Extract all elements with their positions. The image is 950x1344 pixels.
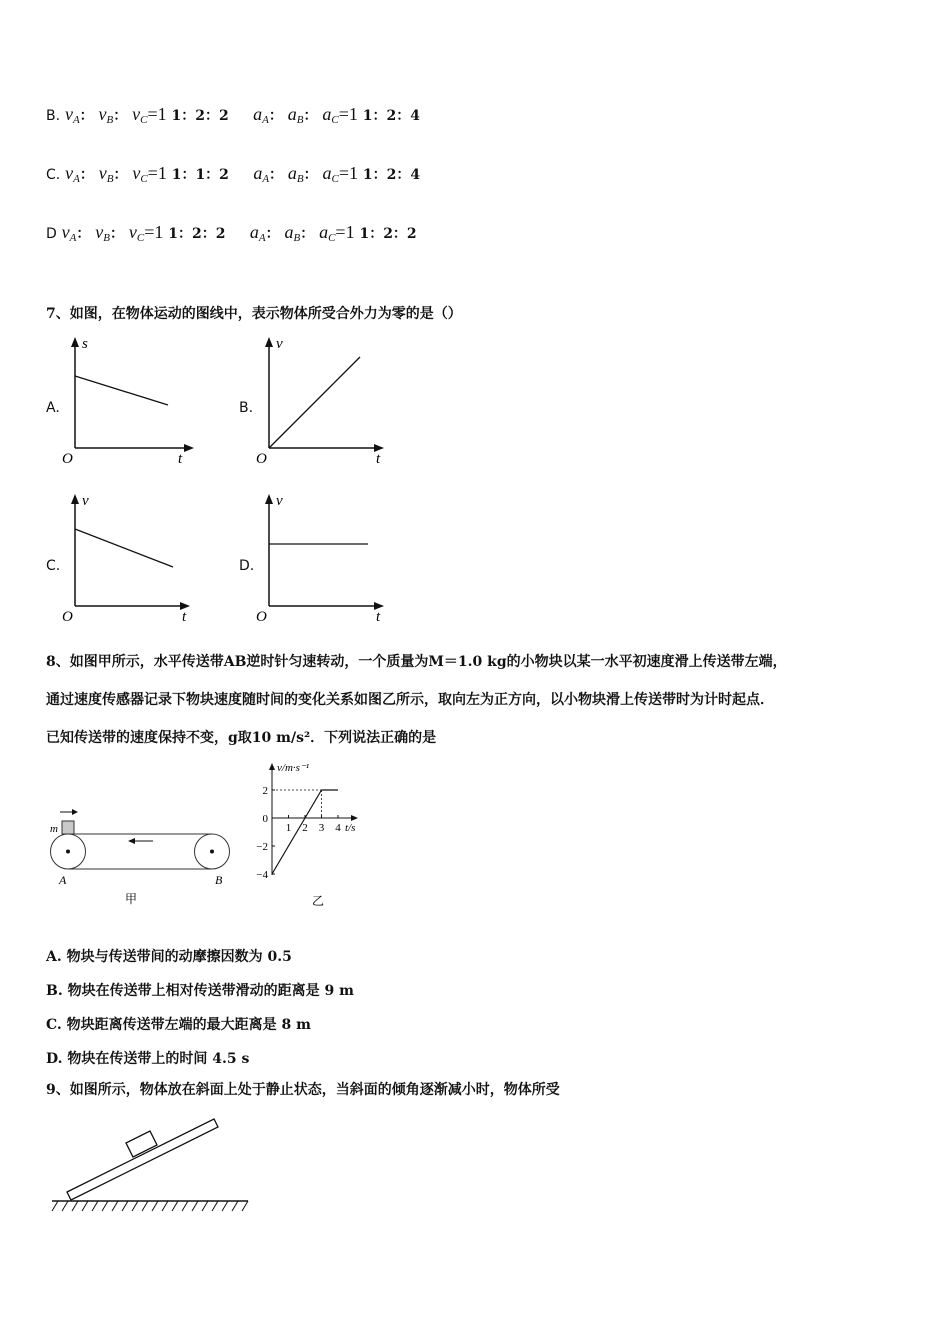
svg-text:t: t [182, 609, 187, 625]
x-axis-label: t/s [345, 822, 356, 834]
svg-text:m: m [50, 823, 58, 835]
svg-text:O: O [62, 609, 73, 625]
velocity-ratio: 1：1：2 [171, 167, 229, 183]
graph-a-label: A. [46, 400, 60, 416]
velocity-ratio: 1：2：2 [168, 226, 226, 242]
choice-c: C. 物块距离传送带左端的最大距离是 8 m [46, 1017, 311, 1033]
x-tick-label: 2 [302, 822, 308, 834]
option-b-row: B. $v_A$： $v_B$： $v_C=1$ 1：2：2 $a_A$： $a_B$： $a_C=1$ 1：2：4 [46, 104, 420, 126]
conveyor-belt-figure [40, 800, 245, 915]
svg-text:O: O [62, 451, 73, 467]
graph-c-line [75, 529, 173, 567]
svg-text:v: v [276, 493, 283, 509]
acceleration-ratio: 1：2：2 [359, 226, 417, 242]
svg-text:t: t [376, 451, 381, 467]
svg-text:O: O [256, 609, 267, 625]
choice-d: D. 物块在传送带上的时间 4.5 s [46, 1051, 250, 1067]
graph-b-line [269, 357, 360, 448]
svg-text:s: s [82, 336, 88, 352]
graph-a [58, 333, 198, 468]
x-tick-label: 1 [285, 822, 292, 834]
x-tick-label: 3 [318, 822, 325, 834]
question-7-text: 7、如图，在物体运动的图线中，表示物体所受合外力为零的是（） [46, 306, 462, 322]
velocity-ratio: 1：2：2 [171, 108, 229, 124]
y-tick-label: −4 [256, 869, 268, 881]
option-label: B. [46, 108, 61, 124]
svg-text:t: t [376, 609, 381, 625]
choice-b: B. 物块在传送带上相对传送带滑动的距离是 9 m [46, 983, 354, 999]
graph-c-label: C. [46, 558, 61, 574]
svg-text:A: A [59, 873, 67, 887]
series-segment [272, 790, 322, 874]
graph-a-line [75, 376, 168, 405]
inclined-plank [67, 1119, 218, 1200]
svg-text:v: v [82, 493, 89, 509]
acceleration-ratio: 1：2：4 [362, 167, 421, 183]
svg-text:t: t [178, 451, 183, 467]
block [62, 821, 74, 834]
graph-b-label: B. [239, 400, 254, 416]
chart-caption: 乙 [312, 894, 325, 908]
option-label: D [46, 226, 57, 242]
velocity-time-chart [250, 760, 380, 915]
acceleration-ratio: 1：2：4 [362, 108, 420, 124]
x-tick-label: 4 [335, 822, 341, 834]
question-8-line-1: 8、如图甲所示，水平传送带AB逆时针匀速转动，一个质量为M＝1.0 kg的小物块以某一水平初速度滑上传送带左端， [46, 654, 787, 670]
question-9-text: 9、如图所示，物体放在斜面上处于静止状态，当斜面的倾角逐渐减小时，物体所受 [46, 1082, 560, 1098]
question-8-line-3: 已知传送带的速度保持不变，g取10 m/s²．下列说法正确的是 [46, 730, 437, 746]
graph-b [252, 333, 392, 468]
svg-text:O: O [256, 451, 267, 467]
graph-c [58, 490, 198, 625]
y-tick-label: 2 [262, 785, 268, 797]
incline-figure [48, 1115, 253, 1215]
option-c-row: C. $v_A$： $v_B$： $v_C=1$ 1：1：2 $a_A$： $a_B$： $a_C=1$ 1：2：4 [46, 163, 421, 185]
graph-d-label: D. [239, 558, 255, 574]
graph-d [252, 490, 392, 625]
y-axis-label: v/m·s⁻¹ [277, 762, 310, 774]
svg-text:v: v [276, 336, 283, 352]
option-d-row: D $v_A$： $v_B$： $v_C=1$ 1：2：2 $a_A$： $a_B$： $a_C=1$ 1：2：2 [46, 222, 417, 244]
choice-a: A. 物块与传送带间的动摩擦因数为 0.5 [46, 949, 292, 965]
y-tick-label: −2 [256, 841, 268, 853]
y-tick-label: 0 [262, 813, 268, 825]
option-label: C. [46, 167, 61, 183]
svg-text:B: B [215, 873, 223, 887]
question-8-line-2: 通过速度传感器记录下物块速度随时间的变化关系如图乙所示，取向左为正方向，以小物块滑上传送带时为计时起点． [46, 692, 774, 708]
svg-text:甲: 甲 [125, 892, 138, 906]
